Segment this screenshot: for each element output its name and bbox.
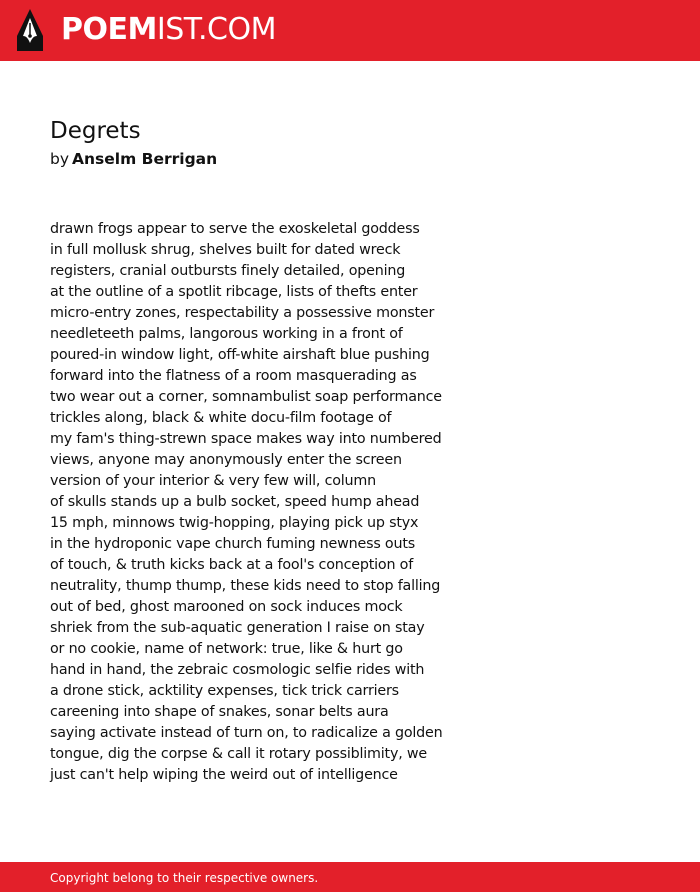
poem-line: trickles along, black & white docu-film footage of: [50, 410, 392, 426]
poem-line: just can't help wiping the weird out of intelligence: [50, 767, 398, 783]
poem-line: forward into the flatness of a room masquerading as: [50, 368, 417, 384]
poem-line: of touch, & truth kicks back at a fool's conception of: [50, 557, 414, 573]
poem-line: micro-entry zones, respectability a possessive monster: [50, 305, 435, 321]
poem-line: a drone stick, acktility expenses, tick trick carriers: [50, 683, 399, 699]
poem-line: in the hydroponic vape church fuming newness outs: [50, 536, 415, 552]
logo-bold-part: POEM: [61, 12, 157, 47]
site-header: [0, 0, 700, 61]
poem-line: saying activate instead of turn on, to radicalize a golden: [50, 725, 443, 741]
poem-line: hand in hand, the zebraic cosmologic selfie rides with: [50, 662, 425, 678]
poem-line: out of bed, ghost marooned on sock induces mock: [50, 599, 403, 615]
pen-nib-icon: [17, 9, 43, 51]
poem-line: of skulls stands up a bulb socket, speed hump ahead: [50, 494, 420, 510]
poem-line: at the outline of a spotlit ribcage, lists of thefts enter: [50, 284, 418, 300]
poem-line: views, anyone may anonymously enter the screen: [50, 452, 402, 468]
poem-line: shriek from the sub-aquatic generation I raise on stay: [50, 620, 425, 636]
poem-line: version of your interior & very few will, column: [50, 473, 377, 489]
poem-line: tongue, dig the corpse & call it rotary possiblimity, we: [50, 746, 428, 762]
poem-line: needleteeth palms, langorous working in a front of: [50, 326, 403, 342]
poem-line: neutrality, thump thump, these kids need to stop falling: [50, 578, 441, 594]
poem-line: or no cookie, name of network: true, like & hurt go: [50, 641, 403, 657]
poem-title: Degrets: [50, 118, 141, 144]
copyright-notice: Copyright belong to their respective owners.: [50, 871, 319, 885]
site-logo-link[interactable]: [17, 9, 276, 51]
poem-line: 15 mph, minnows twig-hopping, playing pick up styx: [50, 515, 419, 531]
poem-line: drawn frogs appear to serve the exoskeletal goddess: [50, 221, 420, 237]
site-footer: [0, 862, 700, 892]
site-logo-text: [61, 9, 276, 51]
poem-byline: [50, 149, 217, 169]
poem-line: in full mollusk shrug, shelves built for dated wreck: [50, 242, 401, 258]
logo-light-part: IST.COM: [156, 12, 276, 47]
poem-author[interactable]: Anselm Berrigan: [72, 150, 218, 168]
poem-line: poured-in window light, off-white airshaft blue pushing: [50, 347, 430, 363]
poem-line: two wear out a corner, somnambulist soap performance: [50, 389, 442, 405]
by-label: by: [50, 150, 70, 168]
poem-line: registers, cranial outbursts finely detailed, opening: [50, 263, 406, 279]
poem-line: my fam's thing-strewn space makes way into numbered: [50, 431, 442, 447]
poem-line: careening into shape of snakes, sonar belts aura: [50, 704, 389, 720]
poem-body: [50, 219, 650, 786]
